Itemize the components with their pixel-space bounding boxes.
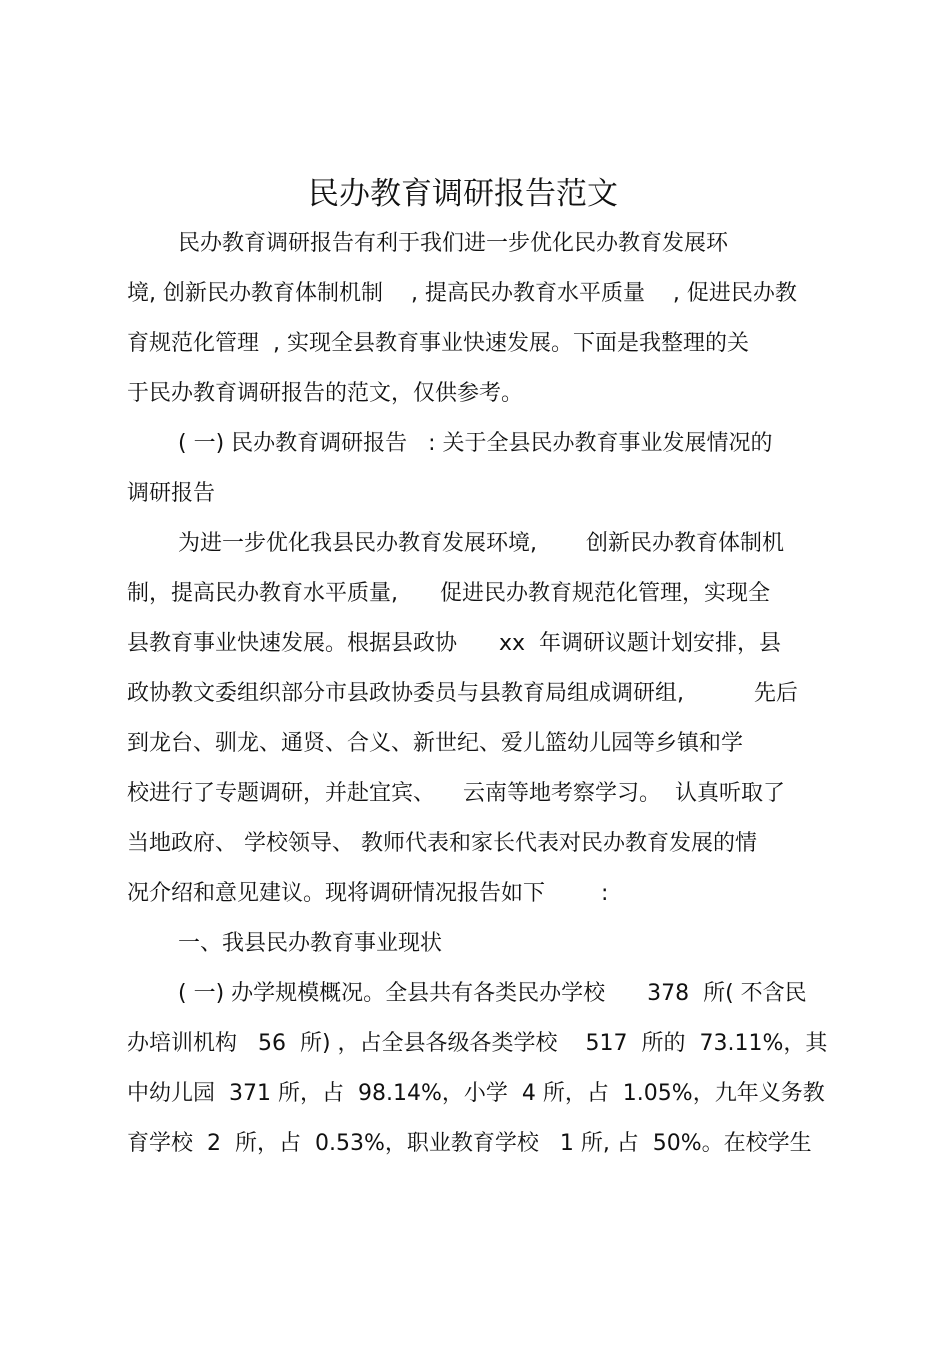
text-line-14: 况介绍和意见建议。现将调研情况报告如下 : [127, 881, 609, 906]
text-line-8: 制，提高民办教育水平质量, 促进民办教育规范化管理，实现全 [127, 581, 770, 606]
text-line-7: 为进一步优化我县民办教育发展环境, 创新民办教育体制机 [178, 531, 784, 556]
text-line-19: 育学校 2 所，占 0.53%，职业教育学校 1 所, 占 50%。在校学生 [127, 1131, 812, 1156]
text-line-2: 境, 创新民办教育体制机制 , 提高民办教育水平质量 , 促进民办教 [127, 281, 797, 306]
text-line-11: 到龙台、驯龙、通贤、合义、新世纪、爱儿篮幼儿园等乡镇和学 [127, 731, 744, 756]
text-line-1: 民办教育调研报告有利于我们进一步优化民办教育发展环 [178, 231, 729, 256]
text-line-6: 调研报告 [127, 481, 216, 506]
text-line-13: 当地政府、 学校领导、 教师代表和家长代表对民办教育发展的情 [127, 831, 757, 856]
text-line-4: 于民办教育调研报告的范文，仅供参考。 [127, 381, 524, 406]
text-line-17: 办培训机构 56 所) ，占全县各级各类学校 517 所的 73.11%，其 [127, 1031, 828, 1056]
text-line-10: 政协教文委组织部分市县政协委员与县教育局组成调研组, 先后 [127, 681, 798, 706]
text-line-12: 校进行了专题调研，并赴宜宾、 云南等地考察学习。 认真听取了 [127, 781, 785, 806]
section-heading: 一、我县民办教育事业现状 [178, 931, 443, 956]
document-title: 民办教育调研报告范文 [308, 176, 618, 212]
text-line-9: 县教育事业快速发展。根据县政协 xx 年调研议题计划安排，县 [127, 631, 781, 656]
text-line-16: ( 一) 办学规模概况。全县共有各类民办学校 378 所( 不含民 [178, 981, 807, 1006]
text-line-18: 中幼儿园 371 所，占 98.14%，小学 4 所，占 1.05%，九年义务教 [127, 1081, 825, 1106]
text-line-5: ( 一) 民办教育调研报告 : 关于全县民办教育事业发展情况的 [178, 431, 773, 456]
text-line-3: 育规范化管理 , 实现全县教育事业快速发展。下面是我整理的关 [127, 331, 749, 356]
